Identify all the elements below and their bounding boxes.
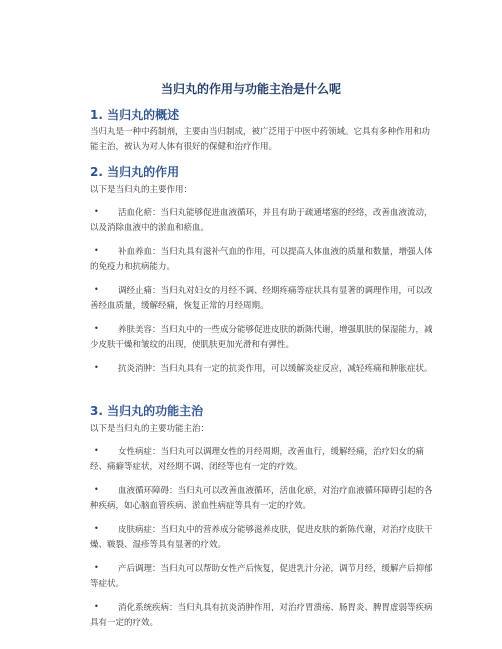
bullet-icon: • <box>94 563 99 572</box>
indications-list-item: 消化系统疾病：当归丸具有抗炎消肿作用，对治疗胃溃疡、肠胃炎、脾胃虚弱等疾病具有一定的疗效。 <box>90 603 433 628</box>
bullet-icon: • <box>94 602 99 611</box>
section-heading-overview: 1. 当归丸的概述 <box>90 108 180 122</box>
effects-list-item: 调经止痛：当归丸对妇女的月经不调、经期疼痛等症状具有显著的调理作用，可以改善经血质量，缓解经痛，恢复正常的月经周期。 <box>90 286 433 311</box>
effects-list-item: 活血化瘀：当归丸能够促进血液循环，并且有助于疏通堵塞的经络，改善血液流动，以及消除血液中的淤血和瘀血。 <box>90 208 433 233</box>
section-effects-intro: 以下是当归丸的主要作用： <box>90 185 193 195</box>
bullet-icon: • <box>94 207 99 216</box>
document-title: 当归丸的作用与功能主治是什么呢 <box>160 82 341 96</box>
bullet-icon: • <box>94 524 99 533</box>
bullet-icon: • <box>94 246 99 255</box>
section-overview-paragraph: 当归丸是一种中药制剂，主要由当归制成，被广泛用于中医中药领域。它具有多种作用和功能主治，被认为对人体有很好的保健和治疗作用。 <box>90 127 431 152</box>
indications-list-item: 产后调理：当归丸可以帮助女性产后恢复，促进乳汁分泌，调节月经，缓解产后抑郁等症状。 <box>90 564 433 589</box>
section-heading-indications: 3. 当归丸的功能主治 <box>90 404 204 418</box>
bullet-icon: • <box>94 363 99 372</box>
bullet-icon: • <box>94 324 99 333</box>
section-indications-intro: 以下是当归丸的主要功能主治： <box>90 424 210 434</box>
effects-list-item: 补血养血：当归丸具有滋补气血的作用，可以提高人体血液的质量和数量，增强人体的免疫力和抗病能力。 <box>90 247 433 272</box>
effects-list-item: 抗炎消肿：当归丸具有一定的抗炎作用，可以缓解炎症反应，减轻疼痛和肿胀症状。 <box>118 364 433 374</box>
bullet-icon: • <box>94 485 99 494</box>
effects-list-item: 养肤美容：当归丸中的一些成分能够促进皮肤的新陈代谢，增强肌肤的保湿能力，减少皮肤干燥和皱纹的出现，使肌肤更加光滑和有弹性。 <box>90 325 433 350</box>
indications-list-item: 女性病症：当归丸可以调理女性的月经周期，改善血行，缓解经痛，治疗妇女的痛经、痛癖等症状，对经期不调、闭经等也有一定的疗效。 <box>90 447 425 472</box>
bullet-icon: • <box>94 285 99 294</box>
section-heading-effects: 2. 当归丸的作用 <box>90 165 180 179</box>
bullet-icon: • <box>94 446 99 455</box>
indications-list-item: 皮肤病症：当归丸中的营养成分能够滋养皮肤，促进皮肤的新陈代谢，对治疗皮肤干燥、皲裂、湿疹等具有显著的疗效。 <box>90 525 433 550</box>
indications-list-item: 血液循环障碍：当归丸可以改善血液循环，活血化瘀，对治疗血液循环障碍引起的各种疾病，如心脑血管疾病、淤血性病症等具有一定的疗效。 <box>90 486 433 511</box>
